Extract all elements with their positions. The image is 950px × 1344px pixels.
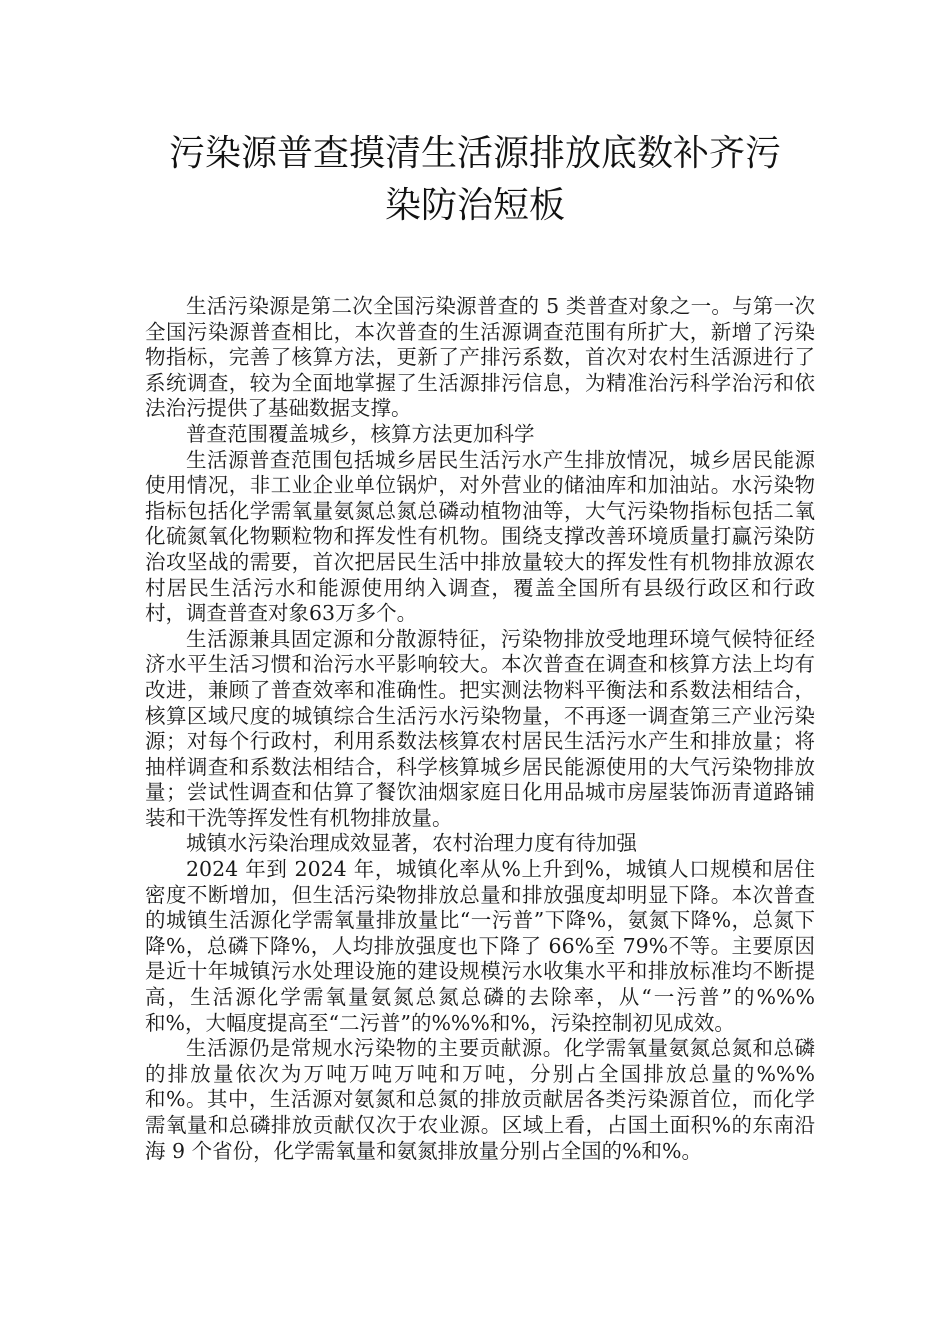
section-heading-treatment: 城镇水污染治理成效显著，农村治理力度有待加强 <box>186 831 637 856</box>
method-paragraph: 生活源兼具固定源和分散源特征，污染物排放受地理环境气候特征经济水平生活习惯和治污水平影响较大。本次普查在调查和核算方法上均有改进，兼顾了普查效率和准确性。把实测法物料平衡法和系数法相结合，核算区域尺度的城镇综合生活污水污染物量，不再逐一调查第三产业污染源；对每个行政村，利用系数法核算农村居民生活污水产生和排放量；将抽样调查和系数法相结合，科学核算城乡居民能源使用的大气污染物排放量；尝试性调查和估算了餐饮油烟家庭日化用品城市房屋装饰沥青道路铺装和干洗等挥发性有机物排放量。 <box>145 626 815 830</box>
document-title <box>130 128 820 232</box>
title-line-2: 染防治短板 <box>384 185 565 226</box>
section-heading-coverage: 普查范围覆盖城乡，核算方法更加科学 <box>186 421 535 446</box>
document-body <box>145 294 815 1164</box>
intro-paragraph: 生活污染源是第二次全国污染源普查的 5 类普查对象之一。与第一次全国污染源普查相比，本次普查的生活源调查范围有所扩大，新增了污染物指标，完善了核算方法，更新了产排污系数，首次对农村生活源进行了系统调查，较为全面地掌握了生活源排污信息，为精准治污科学治污和依法治污提供了基础数据支撑。 <box>145 294 815 421</box>
title-line-1: 污染源普查摸清生活源排放底数补齐污 <box>168 133 781 174</box>
contribution-paragraph: 生活源仍是常规水污染物的主要贡献源。化学需氧量氨氮总氮和总磷的排放量依次为万吨万吨万吨和万吨，分别占全国排放总量的%%%和%。其中，生活源对氨氮和总氮的排放贡献居各类污染源首位，而化学需氧量和总磷排放贡献仅次于农业源。区域上看，占国土面积%的东南沿海 9 个省份，化学需氧量和氨氮排放量分别占全国的%和%。 <box>145 1036 815 1163</box>
urban-treatment-paragraph: 2024 年到 2024 年，城镇化率从%上升到%，城镇人口规模和居住密度不断增加，但生活污染物排放总量和排放强度却明显下降。本次普查的城镇生活源化学需氧量排放量比“一污普”下降%，氨氮下降%，总氮下降%，总磷下降%，人均排放强度也下降了 66%至 79%不等。主要原因是近十年城镇污水处理设施的建设规模污水收集水平和排放标准均不断提高，生活源化学需氧量氨氮总氮总磷的去除率，从“一污普”的%%%和%，大幅度提高至“二污普”的%%%和%，污染控制初见成效。 <box>145 857 815 1035</box>
coverage-paragraph: 生活源普查范围包括城乡居民生活污水产生排放情况，城乡居民能源使用情况，非工业企业单位锅炉，对外营业的储油库和加油站。水污染物指标包括化学需氧量氨氮总氮总磷动植物油等，大气污染物指标包括二氧化硫氮氧化物颗粒物和挥发性有机物。围绕支撑改善环境质量打赢污染防治攻坚战的需要，首次把居民生活中排放量较大的挥发性有机物排放源农村居民生活污水和能源使用纳入调查，覆盖全国所有县级行政区和行政村，调查普查对象63万多个。 <box>145 447 815 626</box>
